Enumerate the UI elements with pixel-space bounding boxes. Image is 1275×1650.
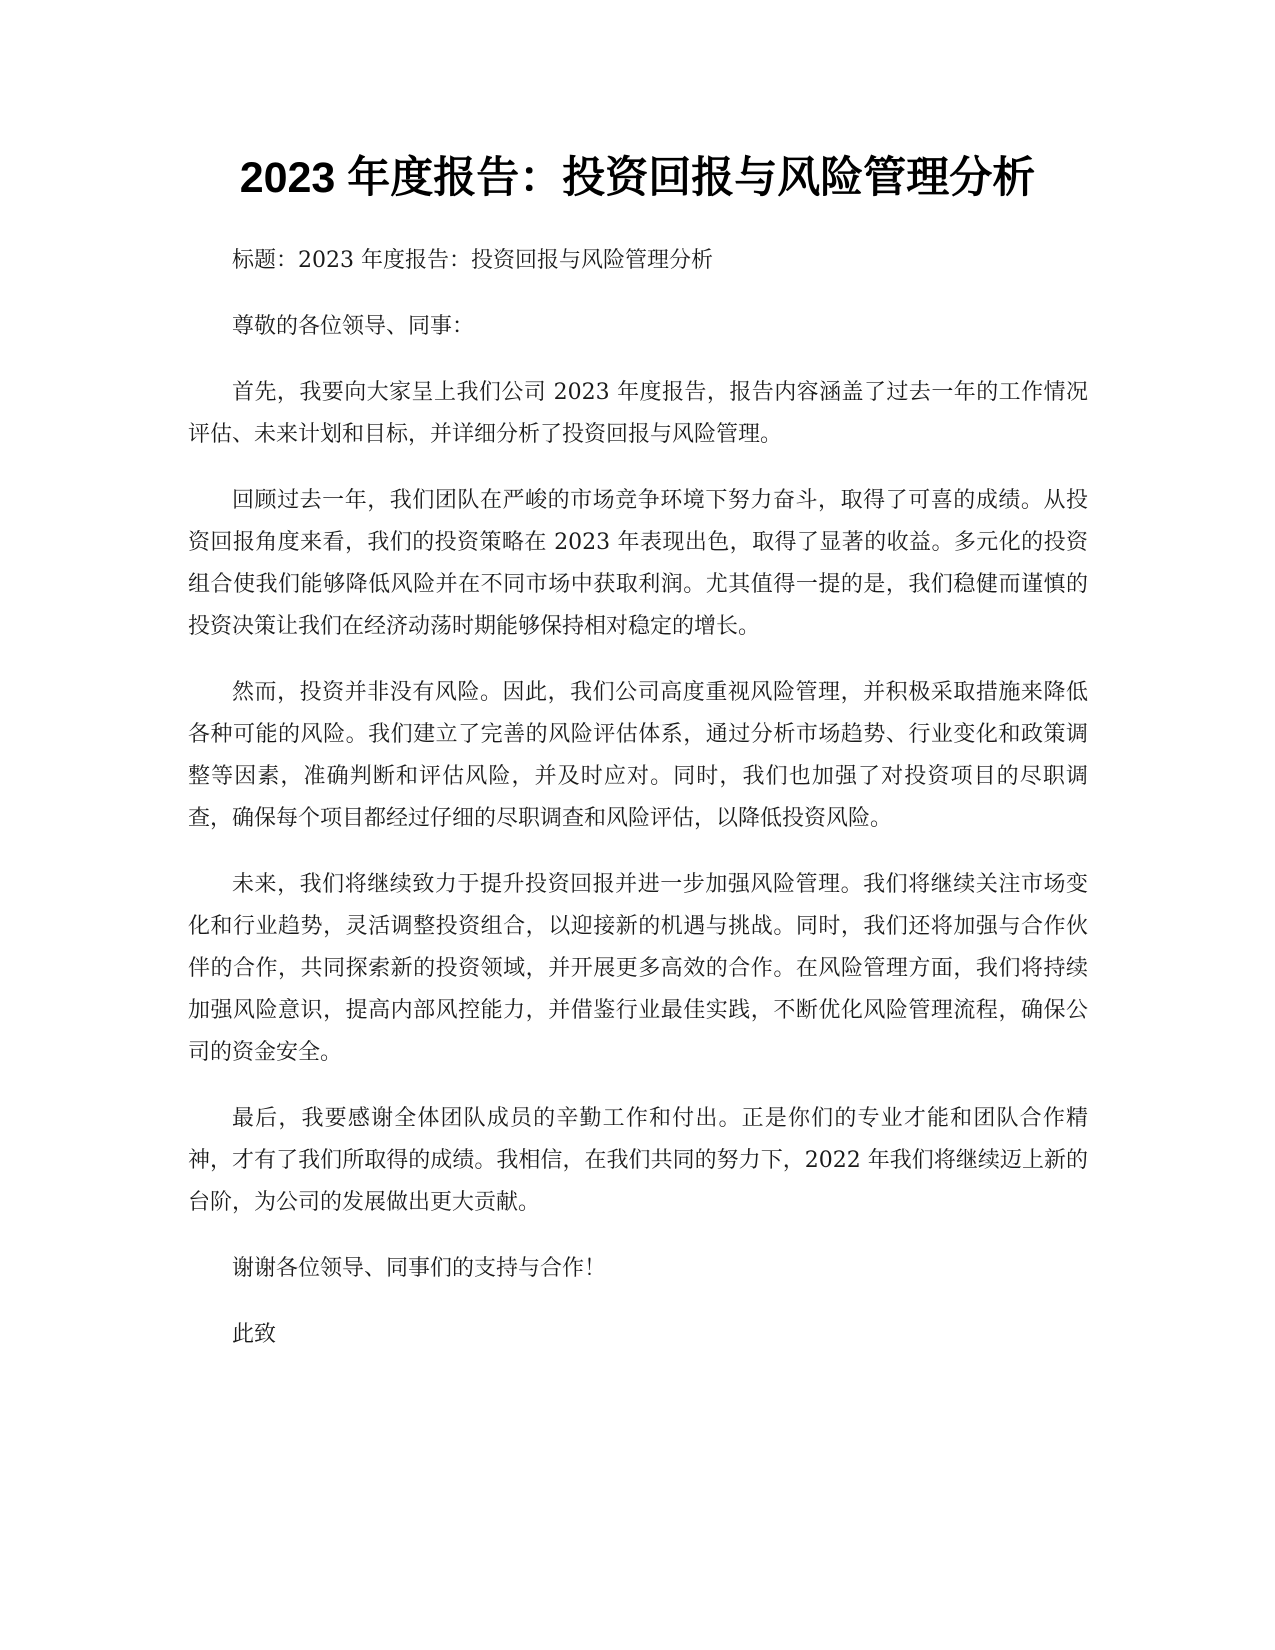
paragraph-intro: 首先，我要向大家呈上我们公司 2023 年度报告，报告内容涵盖了过去一年的工作情况评估、未来计划和目标，并详细分析了投资回报与风险管理。 [188,380,1088,447]
subject-line: 标题：2023 年度报告：投资回报与风险管理分析 [232,248,713,273]
paragraph-risk: 然而，投资并非没有风险。因此，我们公司高度重视风险管理，并积极采取措施来降低各种可能的风险。我们建立了完善的风险评估体系，通过分析市场趋势、行业变化和政策调整等因素，准确判断和评估风险，并及时应对。同时，我们也加强了对投资项目的尽职调查，确保每个项目都经过仔细的尽职调查和风险评估，以降低投资风险。 [188,680,1088,831]
salutation: 尊敬的各位领导、同事： [232,314,475,339]
document-title: 2023 年度报告：投资回报与风险管理分析 [239,154,1036,202]
paragraph-thanks: 最后，我要感谢全体团队成员的辛勤工作和付出。正是你们的专业才能和团队合作精神，才有了我们所取得的成绩。我相信，在我们共同的努力下，2022 年我们将继续迈上新的台阶，为公司的发展做出更大贡献。 [188,1106,1088,1215]
closing-line: 此致 [232,1322,277,1347]
closing-thanks: 谢谢各位领导、同事们的支持与合作！ [232,1256,607,1281]
document-body [188,240,1088,1380]
paragraph-review: 回顾过去一年，我们团队在严峻的市场竞争环境下努力奋斗，取得了可喜的成绩。从投资回报角度来看，我们的投资策略在 2023 年表现出色，取得了显著的收益。多元化的投资组合使我们能够降低风险并在不同市场中获取利润。尤其值得一提的是，我们稳健而谨慎的投资决策让我们在经济动荡时期能够保持相对稳定的增长。 [188,488,1088,639]
paragraph-future: 未来，我们将继续致力于提升投资回报并进一步加强风险管理。我们将继续关注市场变化和行业趋势，灵活调整投资组合，以迎接新的机遇与挑战。同时，我们还将加强与合作伙伴的合作，共同探索新的投资领域，并开展更多高效的合作。在风险管理方面，我们将持续加强风险意识，提高内部风控能力，并借鉴行业最佳实践，不断优化风险管理流程，确保公司的资金安全。 [188,872,1088,1065]
